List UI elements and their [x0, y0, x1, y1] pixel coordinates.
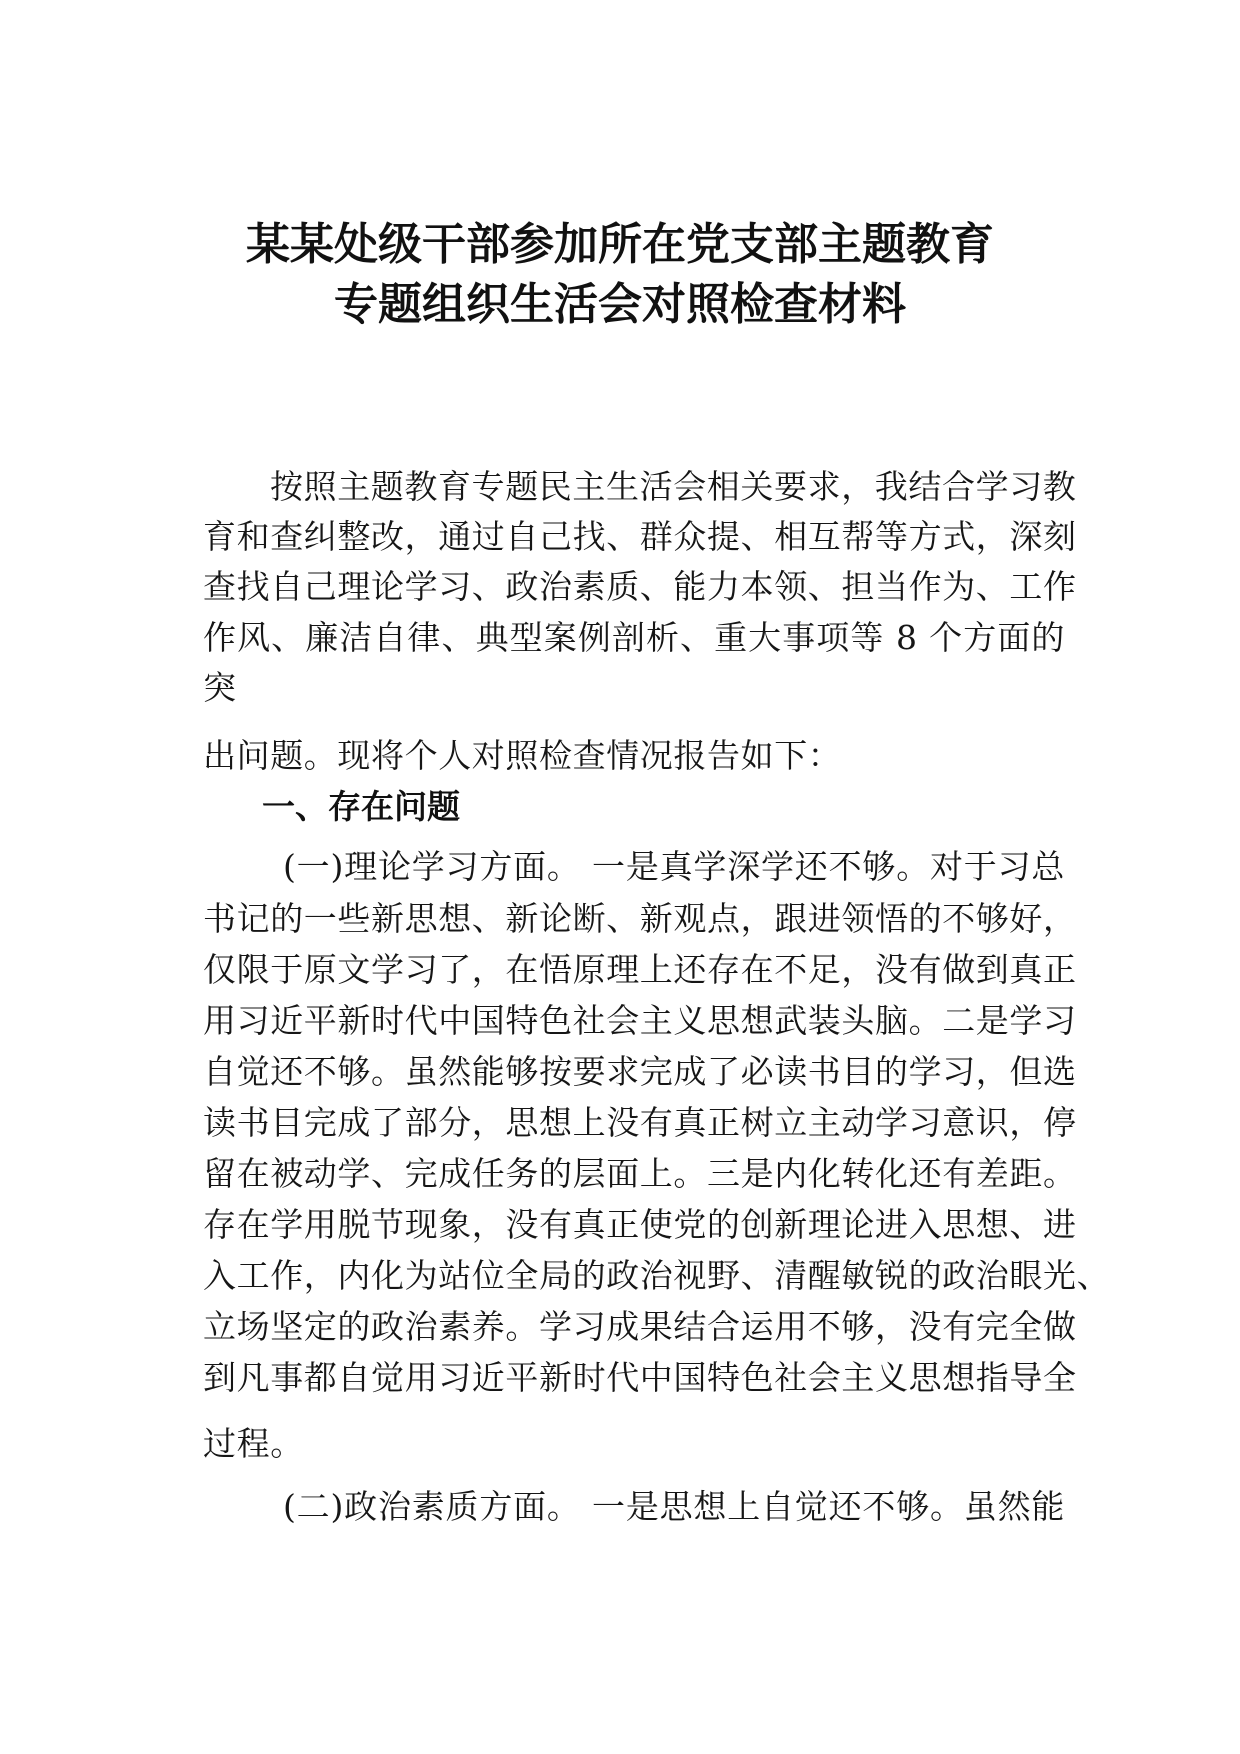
intro-line-3: 查找自己理论学习、政治素质、能力本领、担当作为、工作	[203, 567, 1077, 606]
theory-line-8: 存在学用脱节现象，没有真正使党的创新理论进入思想、进	[203, 1205, 1077, 1244]
theory-line-7: 留在被动学、完成任务的层面上。三是内化转化还有差距。	[203, 1154, 1077, 1193]
intro-line-5: 突	[203, 668, 237, 707]
theory-line-12: 过程。	[203, 1424, 304, 1463]
theory-line-1: (一)理论学习方面。 一是真学深学还不够。对于习总	[283, 847, 1065, 886]
theory-line-9: 入工作，内化为站位全局的政治视野、清醒敏锐的政治眼光、	[203, 1256, 1111, 1295]
document-title-line-2: 专题组织生活会对照检查材料	[334, 279, 906, 330]
theory-line-4: 用习近平新时代中国特色社会主义思想武装头脑。二是学习	[203, 1001, 1077, 1040]
theory-line-11: 到凡事都自觉用习近平新时代中国特色社会主义思想指导全	[203, 1358, 1077, 1397]
intro-line-1: 按照主题教育专题民主生活会相关要求，我结合学习教	[270, 467, 1077, 506]
document-title-line-1: 某某处级干部参加所在党支部主题教育	[246, 219, 994, 270]
intro-line-4: 作风、廉洁自律、典型案例剖析、重大事项等 8 个方面的	[203, 618, 1065, 657]
section-heading-problems: 一、存在问题	[262, 787, 460, 826]
theory-line-6: 读书目完成了部分，思想上没有真正树立主动学习意识，停	[203, 1103, 1077, 1142]
theory-line-5: 自觉还不够。虽然能够按要求完成了必读书目的学习，但选	[203, 1052, 1077, 1091]
intro-line-2: 育和查纠整改，通过自己找、群众提、相互帮等方式，深刻	[203, 517, 1077, 556]
theory-line-3: 仅限于原文学习了，在悟原理上还存在不足，没有做到真正	[203, 950, 1077, 989]
intro-line-6: 出问题。现将个人对照检查情况报告如下：	[203, 736, 842, 775]
theory-line-2: 书记的一些新思想、新论断、新观点，跟进领悟的不够好，	[203, 899, 1077, 938]
theory-line-10: 立场坚定的政治素养。学习成果结合运用不够，没有完全做	[203, 1307, 1077, 1346]
politics-line-1: (二)政治素质方面。 一是思想上自觉还不够。虽然能	[283, 1487, 1065, 1526]
